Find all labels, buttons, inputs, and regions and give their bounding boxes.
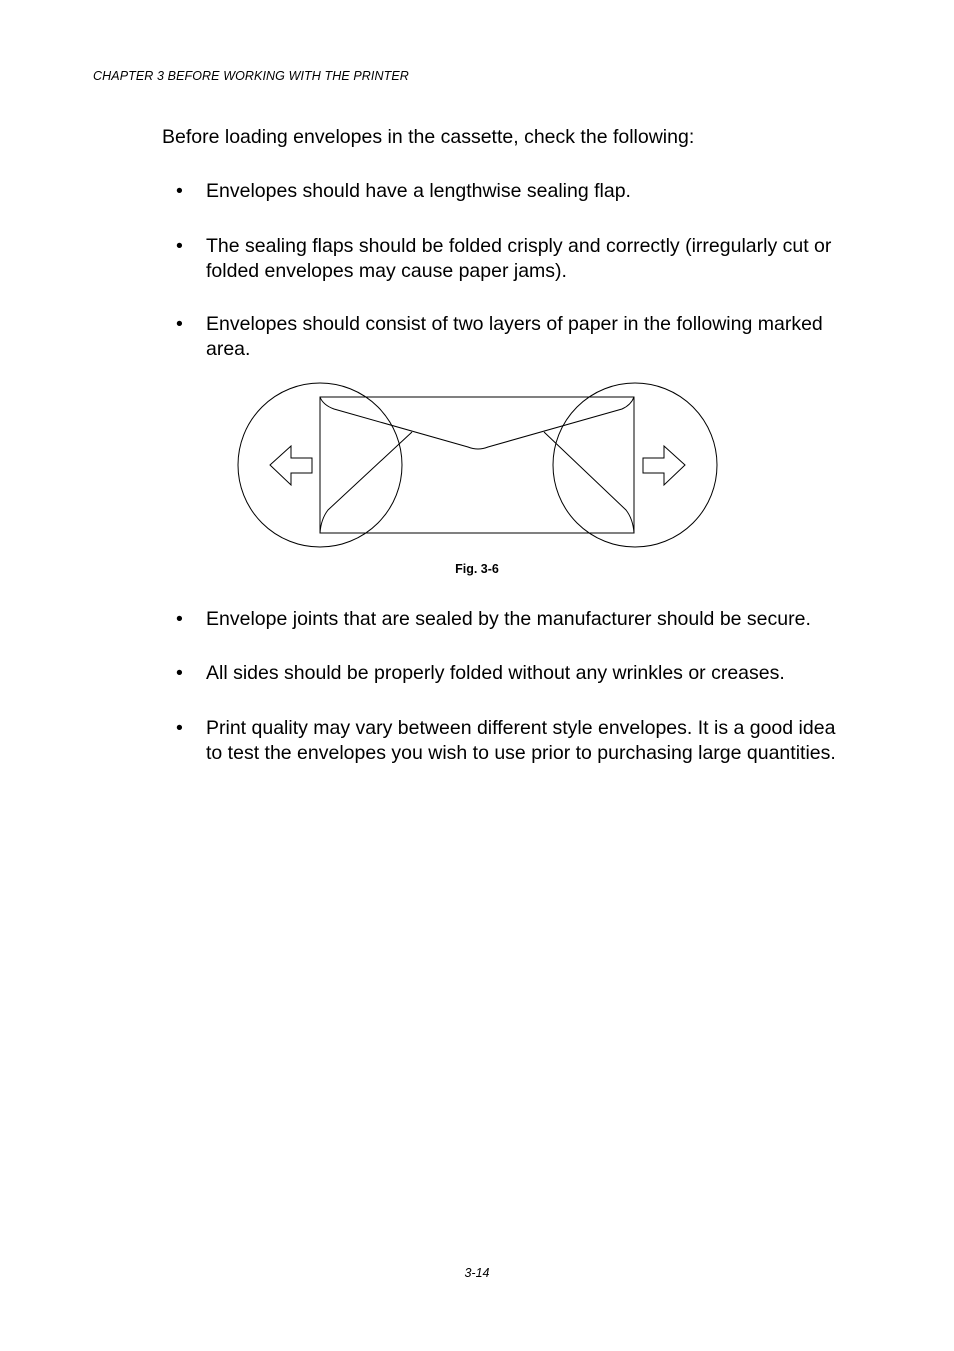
- envelope-outline: [320, 397, 634, 533]
- envelope-fold-left: [320, 432, 412, 533]
- bullet-marker: •: [176, 608, 183, 630]
- running-header: CHAPTER 3 BEFORE WORKING WITH THE PRINTER: [93, 69, 409, 83]
- envelope-diagram: [230, 375, 730, 555]
- marked-area-circle: [553, 383, 717, 547]
- bullet-marker: •: [176, 662, 183, 684]
- figure-caption: Fig. 3-6: [455, 562, 499, 576]
- bullet-text: The sealing flaps should be folded crisply and correctly (irregularly cut or folded envelopes may cause paper jams).: [206, 235, 832, 282]
- bullet-marker: •: [176, 313, 183, 335]
- left-arrow-icon: [270, 446, 312, 485]
- bullet-text: Envelope joints that are sealed by the manufacturer should be secure.: [206, 608, 811, 630]
- bullet-text: Print quality may vary between different style envelopes. It is a good idea to test the envelopes you wish to use prior to purchasing large quantities.: [206, 717, 836, 764]
- envelope-flap: [320, 397, 634, 449]
- envelope-fold-right: [544, 432, 634, 533]
- bullet-marker: •: [176, 235, 183, 257]
- envelope-figure: [230, 375, 730, 555]
- bullet-marker: •: [176, 180, 183, 202]
- bullet-marker: •: [176, 717, 183, 739]
- intro-paragraph: Before loading envelopes in the cassette, check the following:: [162, 126, 695, 148]
- bullet-text: All sides should be properly folded without any wrinkles or creases.: [206, 662, 785, 684]
- page-number: 3-14: [464, 1266, 490, 1280]
- right-arrow-icon: [643, 446, 685, 485]
- bullet-text: Envelopes should have a lengthwise sealing flap.: [206, 180, 631, 202]
- bullet-text: Envelopes should consist of two layers of paper in the following marked area.: [206, 313, 823, 360]
